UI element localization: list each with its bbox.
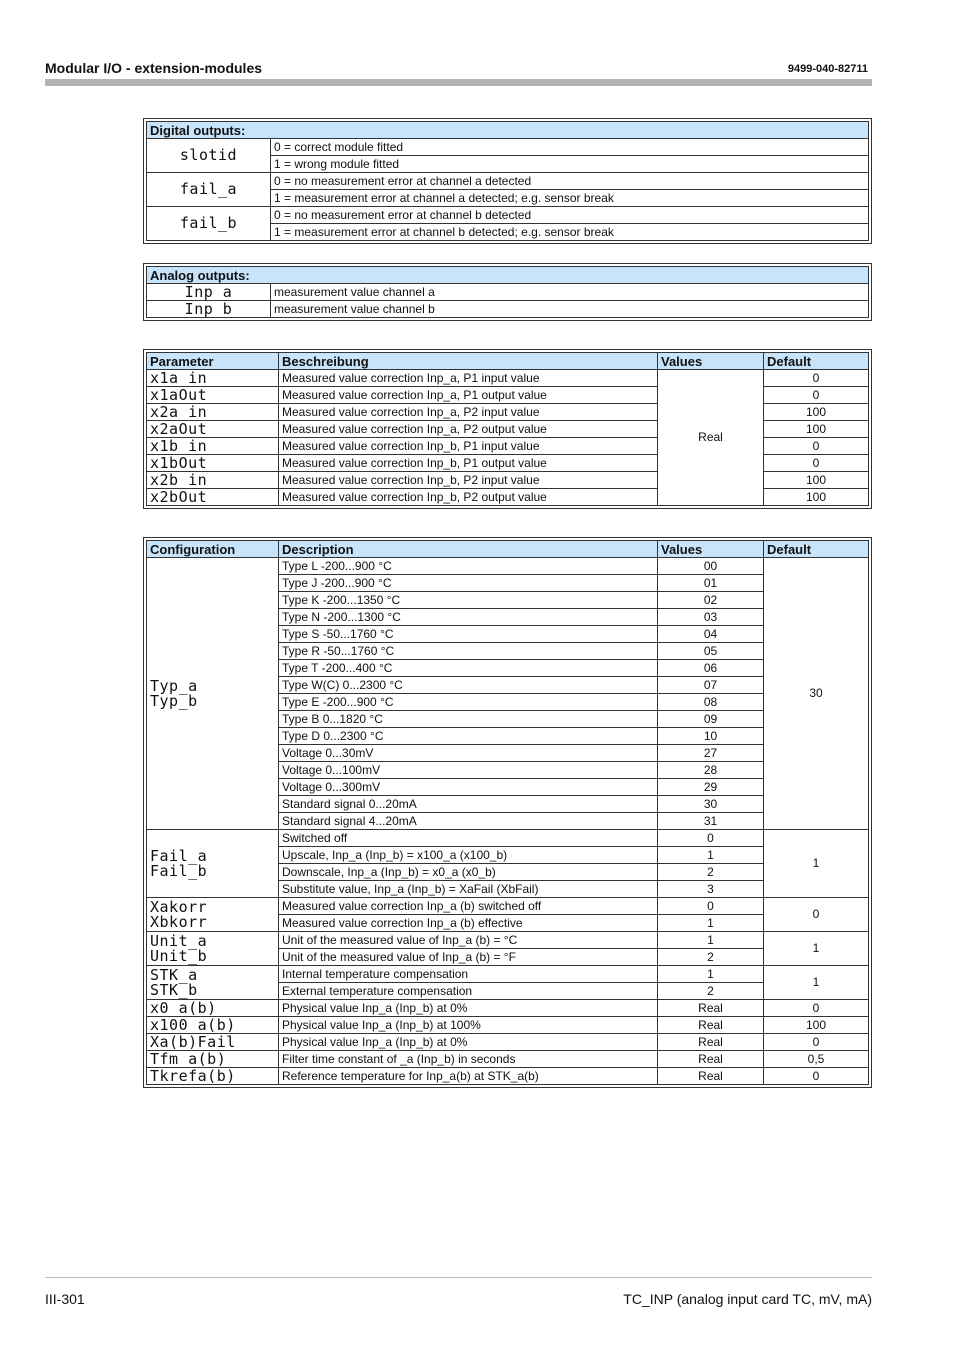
config-value: 1 — [658, 915, 764, 932]
document-number: 9499-040-82711 — [787, 63, 868, 75]
config-default: 0 — [764, 1034, 869, 1051]
config-name: Typ_a — [150, 676, 198, 695]
digital-desc: 0 = correct module fitted — [271, 139, 869, 156]
config-default: 0 — [764, 898, 869, 932]
config-value: 0 — [658, 898, 764, 915]
col-header: Description — [279, 541, 658, 558]
config-name: Fail_a — [150, 846, 208, 865]
config-value: 3 — [658, 881, 764, 898]
config-desc: Type D 0...2300 °C — [279, 728, 658, 745]
config-value: 04 — [658, 626, 764, 643]
config-value: 2 — [658, 983, 764, 1000]
analog-outputs-table — [146, 266, 869, 318]
param-desc: Measured value correction Inp_a, P1 output value — [279, 387, 658, 404]
param-name: x1b in — [147, 438, 279, 455]
config-value: 29 — [658, 779, 764, 796]
param-default: 100 — [764, 472, 869, 489]
korr-names — [147, 898, 279, 932]
config-name: Xa(b)Fail — [147, 1034, 279, 1051]
config-desc: Unit of the measured value of Inp_a (b) = °C — [279, 932, 658, 949]
config-desc: Type L -200...900 °C — [279, 558, 658, 575]
configuration-table — [146, 540, 869, 1085]
config-desc: Type S -50...1760 °C — [279, 626, 658, 643]
param-desc: Measured value correction Inp_b, P2 output value — [279, 489, 658, 506]
col-header: Values — [658, 541, 764, 558]
config-value: Real — [658, 1051, 764, 1068]
param-values: Real — [658, 370, 764, 506]
digital-name: slotid — [147, 139, 271, 173]
param-desc: Measured value correction Inp_b, P2 input value — [279, 472, 658, 489]
param-desc: Measured value correction Inp_a, P2 output value — [279, 421, 658, 438]
param-default: 0 — [764, 438, 869, 455]
config-value: 1 — [658, 847, 764, 864]
footer-divider — [45, 1277, 872, 1278]
config-desc: Upscale, Inp_a (Inp_b) = x100_a (x100_b) — [279, 847, 658, 864]
param-desc: Measured value correction Inp_b, P1 output value — [279, 455, 658, 472]
config-name: Typ_b — [150, 691, 198, 710]
param-name: x2b in — [147, 472, 279, 489]
config-desc: Type E -200...900 °C — [279, 694, 658, 711]
digital-outputs-box — [143, 118, 872, 244]
config-value: 03 — [658, 609, 764, 626]
config-desc: Switched off — [279, 830, 658, 847]
config-value: 30 — [658, 796, 764, 813]
digital-desc: 1 = measurement error at channel b detected; e.g. sensor break — [271, 224, 869, 241]
config-desc: Type W(C) 0...2300 °C — [279, 677, 658, 694]
config-value: 1 — [658, 932, 764, 949]
param-default: 0 — [764, 455, 869, 472]
typ-names — [147, 558, 279, 830]
config-name: Tfm_a(b) — [147, 1051, 279, 1068]
param-name: x2bOut — [147, 489, 279, 506]
col-header: Default — [764, 541, 869, 558]
param-desc: Measured value correction Inp_b, P1 input value — [279, 438, 658, 455]
config-name: Unit_a — [150, 931, 208, 950]
config-desc: Type N -200...1300 °C — [279, 609, 658, 626]
col-header: Beschreibung — [279, 353, 658, 370]
config-desc: Type J -200...900 °C — [279, 575, 658, 592]
config-desc: Type T -200...400 °C — [279, 660, 658, 677]
config-desc: Reference temperature for Inp_a(b) at STK_a(b) — [279, 1068, 658, 1085]
config-name: Fail_b — [150, 861, 208, 880]
parameter-table — [146, 352, 869, 506]
param-default: 0 — [764, 387, 869, 404]
unit-names — [147, 932, 279, 966]
config-desc: Standard signal 4...20mA — [279, 813, 658, 830]
config-desc: Physical value Inp_a (Inp_b) at 0% — [279, 1000, 658, 1017]
config-value: 06 — [658, 660, 764, 677]
param-desc: Measured value correction Inp_a, P2 input value — [279, 404, 658, 421]
config-desc: Type R -50...1760 °C — [279, 643, 658, 660]
config-value: 02 — [658, 592, 764, 609]
config-default: 100 — [764, 1017, 869, 1034]
config-value: 08 — [658, 694, 764, 711]
config-desc: Unit of the measured value of Inp_a (b) = °F — [279, 949, 658, 966]
param-default: 0 — [764, 370, 869, 387]
config-desc: Downscale, Inp_a (Inp_b) = x0_a (x0_b) — [279, 864, 658, 881]
config-desc: Voltage 0...300mV — [279, 779, 658, 796]
digital-outputs-table — [146, 121, 869, 241]
col-header: Configuration — [147, 541, 279, 558]
config-default: 0 — [764, 1068, 869, 1085]
config-value: 0 — [658, 830, 764, 847]
digital-outputs-heading: Digital outputs: — [147, 122, 869, 139]
analog-desc: measurement value channel b — [271, 301, 869, 318]
digital-desc: 1 = measurement error at channel a detected; e.g. sensor break — [271, 190, 869, 207]
param-desc: Measured value correction Inp_a, P1 input value — [279, 370, 658, 387]
config-value: 05 — [658, 643, 764, 660]
config-default: 1 — [764, 932, 869, 966]
config-name: x0_a(b) — [147, 1000, 279, 1017]
config-name: STK_a — [150, 965, 198, 984]
analog-name: Inp_b — [147, 301, 271, 318]
config-name: Unit_b — [150, 946, 208, 965]
config-name: STK_b — [150, 980, 198, 999]
config-desc: External temperature compensation — [279, 983, 658, 1000]
config-name: Xbkorr — [150, 912, 208, 931]
param-name: x1bOut — [147, 455, 279, 472]
config-default: 30 — [764, 558, 869, 830]
param-default: 100 — [764, 404, 869, 421]
parameter-box — [143, 349, 872, 509]
config-desc: Voltage 0...30mV — [279, 745, 658, 762]
config-value: 09 — [658, 711, 764, 728]
config-name: Xakorr — [150, 897, 208, 916]
config-desc: Internal temperature compensation — [279, 966, 658, 983]
config-value: 28 — [658, 762, 764, 779]
page-header-title: Modular I/O - extension-modules — [45, 60, 263, 76]
config-value: 2 — [658, 949, 764, 966]
config-desc: Measured value correction Inp_a (b) switched off — [279, 898, 658, 915]
col-header: Default — [764, 353, 869, 370]
digital-desc: 1 = wrong module fitted — [271, 156, 869, 173]
param-default: 100 — [764, 489, 869, 506]
config-name: Tkrefa(b) — [147, 1068, 279, 1085]
config-value: 10 — [658, 728, 764, 745]
config-desc: Type K -200...1350 °C — [279, 592, 658, 609]
analog-outputs-heading: Analog outputs: — [147, 267, 869, 284]
config-value: Real — [658, 1000, 764, 1017]
config-value: 27 — [658, 745, 764, 762]
config-value: 00 — [658, 558, 764, 575]
config-default: 1 — [764, 966, 869, 1000]
param-name: x1a in — [147, 370, 279, 387]
config-value: 31 — [658, 813, 764, 830]
digital-desc: 0 = no measurement error at channel b detected — [271, 207, 869, 224]
config-desc: Filter time constant of _a (Inp_b) in seconds — [279, 1051, 658, 1068]
config-desc: Physical value Inp_a (Inp_b) at 0% — [279, 1034, 658, 1051]
config-name: x100_a(b) — [147, 1017, 279, 1034]
config-desc: Voltage 0...100mV — [279, 762, 658, 779]
param-name: x1aOut — [147, 387, 279, 404]
digital-name: fail_b — [147, 207, 271, 241]
stk-names — [147, 966, 279, 1000]
config-value: 2 — [658, 864, 764, 881]
config-value: Real — [658, 1034, 764, 1051]
config-value: 07 — [658, 677, 764, 694]
config-default: 1 — [764, 830, 869, 898]
param-name: x2aOut — [147, 421, 279, 438]
config-value: 01 — [658, 575, 764, 592]
config-desc: Physical value Inp_a (Inp_b) at 100% — [279, 1017, 658, 1034]
digital-name: fail_a — [147, 173, 271, 207]
config-desc: Type B 0...1820 °C — [279, 711, 658, 728]
config-default: 0,5 — [764, 1051, 869, 1068]
config-desc: Measured value correction Inp_a (b) effective — [279, 915, 658, 932]
config-value: Real — [658, 1017, 764, 1034]
config-value: Real — [658, 1068, 764, 1085]
fail-names — [147, 830, 279, 898]
config-desc: Substitute value, Inp_a (Inp_b) = XaFail (XbFail) — [279, 881, 658, 898]
config-default: 0 — [764, 1000, 869, 1017]
col-header: Parameter — [147, 353, 279, 370]
param-default: 100 — [764, 421, 869, 438]
config-value: 1 — [658, 966, 764, 983]
analog-outputs-box — [143, 263, 872, 321]
header-bar — [45, 79, 872, 86]
footer-title: TC_INP (analog input card TC, mV, mA) — [623, 1291, 872, 1307]
analog-name: Inp_a — [147, 284, 271, 301]
digital-desc: 0 = no measurement error at channel a detected — [271, 173, 869, 190]
col-header: Values — [658, 353, 764, 370]
config-desc: Standard signal 0...20mA — [279, 796, 658, 813]
page-number: III-301 — [45, 1291, 85, 1307]
param-name: x2a in — [147, 404, 279, 421]
configuration-box — [143, 537, 872, 1088]
analog-desc: measurement value channel a — [271, 284, 869, 301]
